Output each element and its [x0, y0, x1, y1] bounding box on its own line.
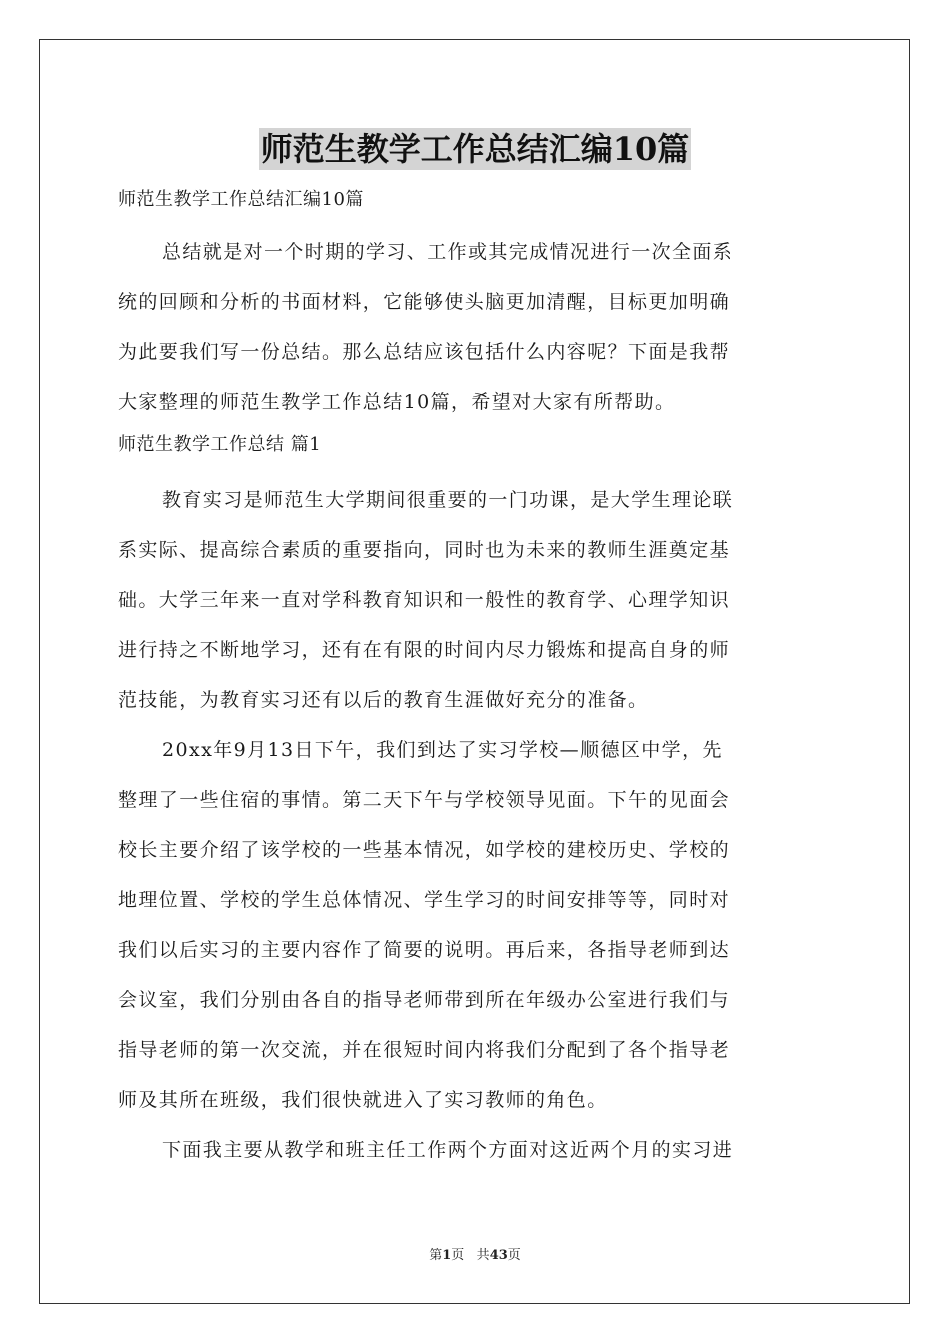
section-heading: 师范生教学工作总结 篇1: [118, 434, 322, 455]
text-line: 指导老师的第一次交流，并在很短时间内将我们分配到了各个指导老: [118, 1039, 731, 1061]
total-prefix: 共: [476, 1248, 490, 1263]
text-line: 为此要我们写一份总结。那么总结应该包括什么内容呢？下面是我帮: [118, 341, 731, 363]
page-prefix: 第: [429, 1248, 443, 1263]
title-wrap: [0, 128, 950, 170]
text-line: 统的回顾和分析的书面材料，它能够使头脑更加清醒，目标更加明确: [118, 291, 731, 313]
intro-paragraph: [118, 227, 834, 427]
document-subtitle: 师范生教学工作总结汇编10篇: [118, 189, 364, 210]
text-line: 大家整理的师范生教学工作总结10篇，希望对大家有所帮助。: [118, 391, 676, 413]
text-line: 系实际、提高综合素质的重要指向，同时也为未来的教师生涯奠定基: [118, 539, 731, 561]
text-line: 础。大学三年来一直对学科教育知识和一般性的教育学、心理学知识: [118, 589, 731, 611]
page-suffix: 页: [451, 1248, 465, 1263]
text-line: 校长主要介绍了该学校的一些基本情况，如学校的建校历史、学校的: [118, 839, 731, 861]
text-line: 下面我主要从教学和班主任工作两个方面对这近两个月的实习进: [162, 1139, 734, 1161]
text-line: 20xx年9月13日下午，我们到达了实习学校—顺德区中学，先: [162, 739, 723, 761]
text-line: 范技能，为教育实习还有以后的教育生涯做好充分的准备。: [118, 689, 649, 711]
text-line: 我们以后实习的主要内容作了简要的说明。再后来，各指导老师到达: [118, 939, 731, 961]
text-line: 师及其所在班级，我们很快就进入了实习教师的角色。: [118, 1089, 608, 1111]
text-line: 整理了一些住宿的事情。第二天下午与学校领导见面。下午的见面会: [118, 789, 731, 811]
paragraph-3: [118, 1125, 834, 1175]
text-line: 教育实习是师范生大学期间很重要的一门功课，是大学生理论联: [162, 489, 734, 511]
text-line: 会议室，我们分别由各自的指导老师带到所在年级办公室进行我们与: [118, 989, 731, 1011]
text-line: 总结就是对一个时期的学习、工作或其完成情况进行一次全面系: [162, 241, 734, 263]
document-title: 师范生教学工作总结汇编10篇: [260, 130, 690, 168]
document-body: [118, 182, 834, 1175]
page-number: 1: [442, 1248, 452, 1263]
paragraph-2: [118, 725, 834, 1125]
total-suffix: 页: [507, 1248, 521, 1263]
text-line: 地理位置、学校的学生总体情况、学生学习的时间安排等等，同时对: [118, 889, 731, 911]
paragraph-1: [118, 475, 834, 725]
page-footer: [0, 1247, 950, 1265]
total-pages: 43: [489, 1248, 508, 1263]
text-line: 进行持之不断地学习，还有在有限的时间内尽力锻炼和提高自身的师: [118, 639, 731, 661]
